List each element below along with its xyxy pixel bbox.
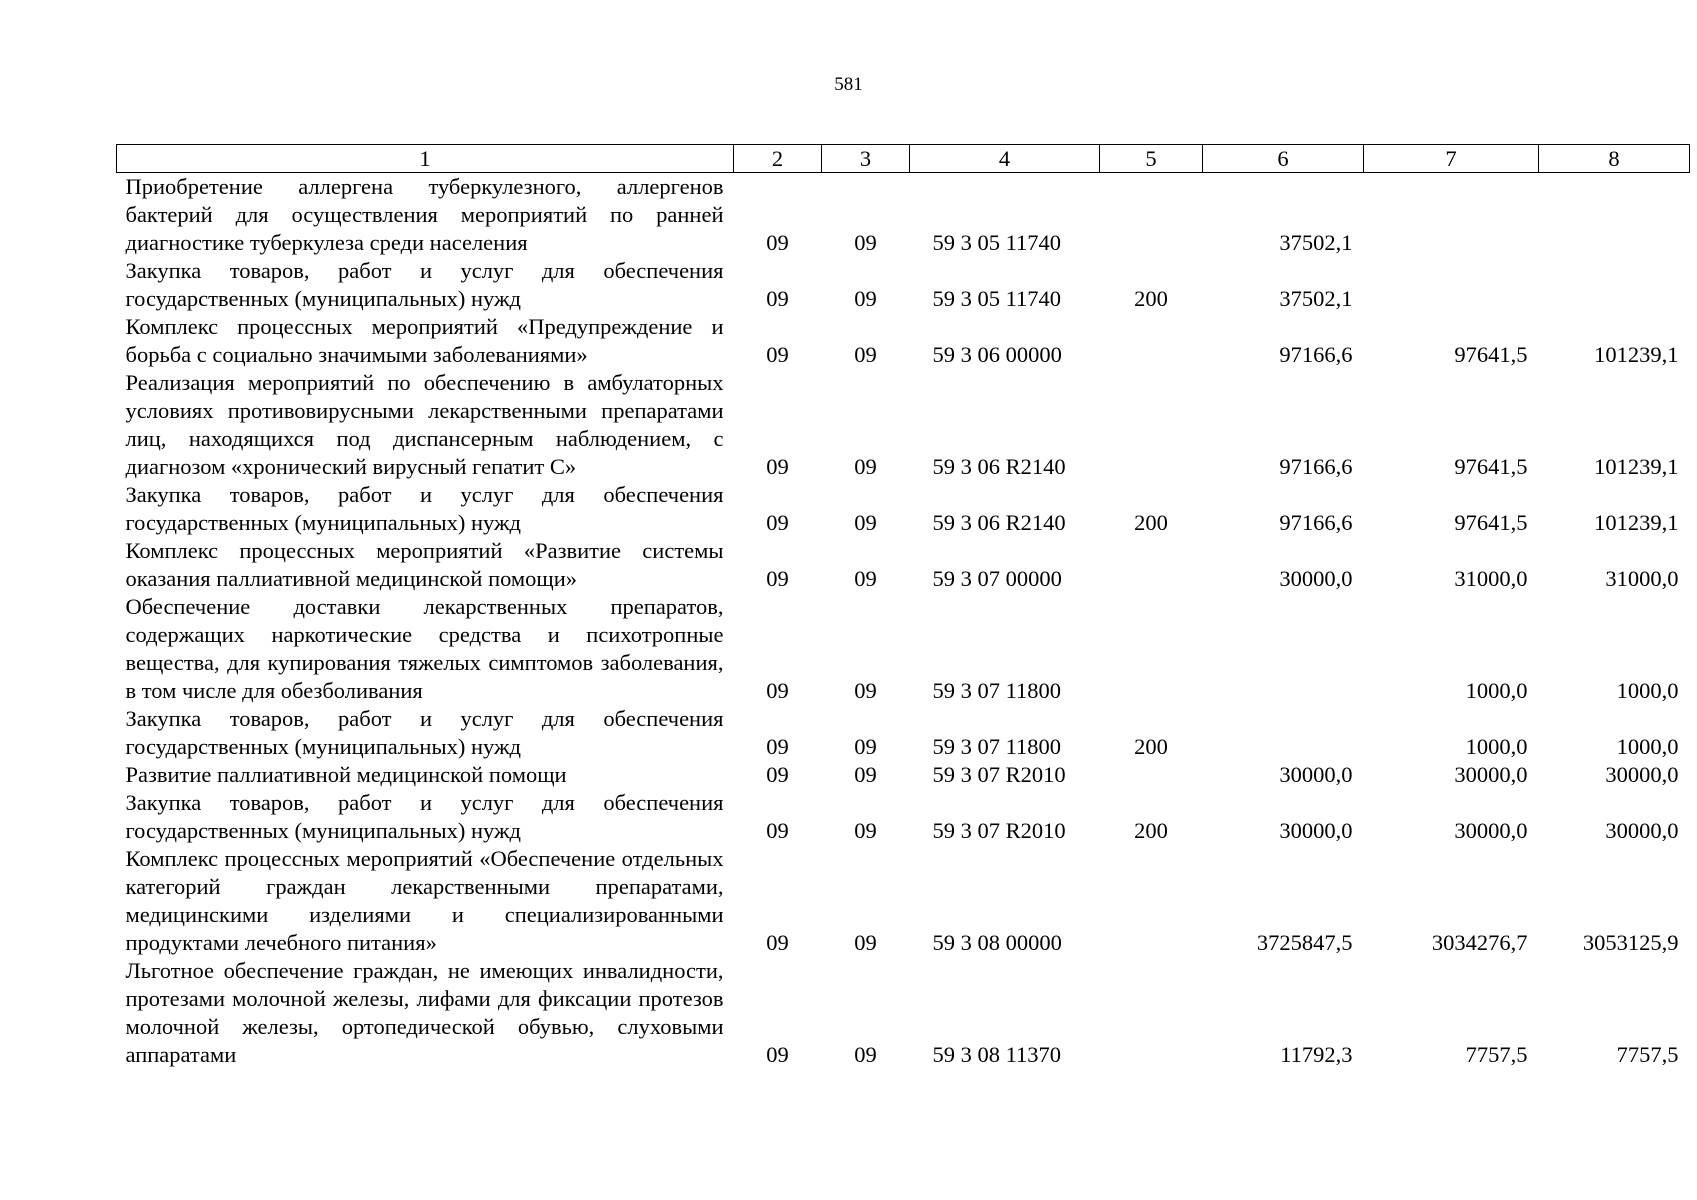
amount-col-8: 101239,1	[1594, 454, 1679, 479]
amount-col-7	[1364, 173, 1539, 258]
section-code: 09	[766, 510, 789, 535]
section-code: 09	[766, 1042, 789, 1067]
subsection-code: 09	[854, 510, 877, 535]
amount-col-8: 30000,0	[1605, 762, 1679, 787]
amount-col-8: 1000,0	[1616, 678, 1679, 703]
section-code: 09	[766, 762, 789, 787]
table-row	[117, 481, 1690, 537]
target-article-code: 59 3 05 11740	[932, 230, 1062, 255]
amount-col-8	[1539, 257, 1690, 313]
table-row	[117, 761, 1690, 789]
target-article-code: 59 3 07 11800	[932, 734, 1062, 759]
table-row	[117, 789, 1690, 845]
amount-col-8: 1000,0	[1616, 734, 1679, 759]
expense-type-code	[1100, 173, 1203, 258]
header-col-8: 8	[1539, 145, 1690, 173]
amount-col-8: 7757,5	[1616, 1042, 1679, 1067]
amount-col-6: 97166,6	[1279, 342, 1353, 367]
item-name: Закупка товаров, работ и услуг для обеспечения государственных (муниципальных) нужд	[125, 706, 724, 759]
amount-col-7: 97641,5	[1454, 342, 1528, 367]
target-article-code: 59 3 06 R2140	[932, 510, 1066, 535]
subsection-code: 09	[854, 286, 877, 311]
table-row	[117, 173, 1690, 258]
item-name: Закупка товаров, работ и услуг для обеспечения государственных (муниципальных) нужд	[125, 790, 724, 843]
amount-col-7: 1000,0	[1465, 678, 1528, 703]
amount-col-8: 31000,0	[1605, 566, 1679, 591]
section-code: 09	[766, 566, 789, 591]
budget-table	[116, 144, 1690, 1069]
item-name: Комплекс процессных мероприятий «Развитие системы оказания паллиативной медицинской помощи»	[125, 538, 724, 591]
table-row	[117, 257, 1690, 313]
item-name: Развитие паллиативной медицинской помощи	[125, 762, 567, 787]
amount-col-6: 30000,0	[1279, 762, 1353, 787]
expense-type-code: 200	[1134, 734, 1168, 759]
item-name: Реализация мероприятий по обеспечению в амбулаторных условиях противовирусными лекарственными препаратами лиц, находящихся под диспансерным наблюдением, с диагнозом «хронический вирусный гепатит С»	[125, 370, 724, 479]
section-code: 09	[766, 286, 789, 311]
item-name: Комплекс процессных мероприятий «Предупреждение и борьба с социально значимыми заболеваниями»	[125, 314, 724, 367]
item-name: Приобретение аллергена туберкулезного, аллергенов бактерий для осуществления мероприятий по ранней диагностике туберкулеза среди населения	[125, 174, 724, 255]
target-article-code: 59 3 07 11800	[932, 678, 1062, 703]
amount-col-8: 3053125,9	[1582, 930, 1679, 955]
amount-col-6: 30000,0	[1279, 566, 1353, 591]
amount-col-6: 97166,6	[1279, 454, 1353, 479]
expense-type-code	[1100, 369, 1203, 481]
target-article-code: 59 3 06 00000	[932, 342, 1062, 367]
amount-col-7: 30000,0	[1454, 762, 1528, 787]
amount-col-6: 30000,0	[1279, 818, 1353, 843]
amount-col-7: 3034276,7	[1431, 930, 1528, 955]
amount-col-6: 37502,1	[1279, 230, 1353, 255]
amount-col-8: 30000,0	[1605, 818, 1679, 843]
amount-col-7: 97641,5	[1454, 510, 1528, 535]
amount-col-8	[1539, 173, 1690, 258]
table-row	[117, 957, 1690, 1069]
amount-col-7	[1364, 257, 1539, 313]
expense-type-code: 200	[1134, 286, 1168, 311]
amount-col-7: 31000,0	[1454, 566, 1528, 591]
subsection-code: 09	[854, 930, 877, 955]
target-article-code: 59 3 06 R2140	[932, 454, 1066, 479]
section-code: 09	[766, 930, 789, 955]
expense-type-code: 200	[1134, 818, 1168, 843]
header-col-1: 1	[117, 145, 734, 173]
subsection-code: 09	[854, 1042, 877, 1067]
header-col-6: 6	[1203, 145, 1364, 173]
amount-col-7: 97641,5	[1454, 454, 1528, 479]
amount-col-6: 37502,1	[1279, 286, 1353, 311]
section-code: 09	[766, 678, 789, 703]
subsection-code: 09	[854, 762, 877, 787]
section-code: 09	[766, 342, 789, 367]
target-article-code: 59 3 08 11370	[932, 1042, 1062, 1067]
header-col-4: 4	[910, 145, 1100, 173]
expense-type-code	[1100, 761, 1203, 789]
amount-col-6: 11792,3	[1280, 1042, 1353, 1067]
target-article-code: 59 3 08 00000	[932, 930, 1062, 955]
column-number-header-row	[117, 145, 1690, 173]
amount-col-7: 7757,5	[1465, 1042, 1528, 1067]
table-row	[117, 537, 1690, 593]
item-name: Комплекс процессных мероприятий «Обеспечение отдельных категорий граждан лекарственными препаратами, медицинскими изделиями и специализированными продуктами лечебного питания»	[125, 846, 724, 955]
subsection-code: 09	[854, 342, 877, 367]
section-code: 09	[766, 230, 789, 255]
expense-type-code: 200	[1134, 510, 1168, 535]
table-row	[117, 705, 1690, 761]
amount-col-8: 101239,1	[1594, 510, 1679, 535]
subsection-code: 09	[854, 734, 877, 759]
target-article-code: 59 3 05 11740	[932, 286, 1062, 311]
target-article-code: 59 3 07 R2010	[932, 818, 1066, 843]
amount-col-6: 3725847,5	[1256, 930, 1353, 955]
header-col-2: 2	[734, 145, 822, 173]
amount-col-6: 97166,6	[1279, 510, 1353, 535]
amount-col-6	[1203, 593, 1364, 705]
table-row	[117, 845, 1690, 957]
subsection-code: 09	[854, 566, 877, 591]
section-code: 09	[766, 818, 789, 843]
subsection-code: 09	[854, 678, 877, 703]
table-row	[117, 313, 1690, 369]
amount-col-8: 101239,1	[1594, 342, 1679, 367]
item-name: Закупка товаров, работ и услуг для обеспечения государственных (муниципальных) нужд	[125, 482, 724, 535]
amount-col-7: 1000,0	[1465, 734, 1528, 759]
expense-type-code	[1100, 593, 1203, 705]
subsection-code: 09	[854, 818, 877, 843]
expense-type-code	[1100, 537, 1203, 593]
target-article-code: 59 3 07 00000	[932, 566, 1062, 591]
amount-col-7: 30000,0	[1454, 818, 1528, 843]
header-col-7: 7	[1364, 145, 1539, 173]
subsection-code: 09	[854, 230, 877, 255]
item-name: Закупка товаров, работ и услуг для обеспечения государственных (муниципальных) нужд	[125, 258, 724, 311]
section-code: 09	[766, 454, 789, 479]
table-row	[117, 593, 1690, 705]
expense-type-code	[1100, 313, 1203, 369]
header-col-5: 5	[1100, 145, 1203, 173]
expense-type-code	[1100, 957, 1203, 1069]
page-number: 581	[834, 74, 863, 95]
table-row	[117, 369, 1690, 481]
item-name: Льготное обеспечение граждан, не имеющих инвалидности, протезами молочной железы, лифами для фиксации протезов молочной железы, ортопедической обувью, слуховыми аппаратами	[125, 958, 724, 1067]
header-col-3: 3	[822, 145, 910, 173]
amount-col-6	[1203, 705, 1364, 761]
subsection-code: 09	[854, 454, 877, 479]
target-article-code: 59 3 07 R2010	[932, 762, 1066, 787]
item-name: Обеспечение доставки лекарственных препаратов, содержащих наркотические средства и психотропные вещества, для купирования тяжелых симптомов заболевания, в том числе для обезболивания	[125, 594, 724, 703]
section-code: 09	[766, 734, 789, 759]
expense-type-code	[1100, 845, 1203, 957]
